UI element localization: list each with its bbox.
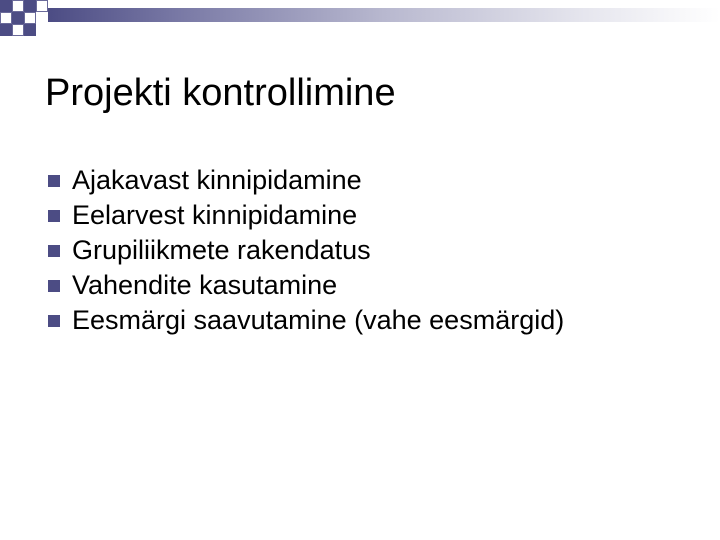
bullet-text: Grupiliikmete rakendatus xyxy=(72,235,371,265)
decor-square xyxy=(24,24,36,36)
decor-square xyxy=(0,0,12,12)
top-gradient-band xyxy=(48,8,720,22)
slide-title: Projekti kontrollimine xyxy=(45,72,396,114)
bullet-item xyxy=(48,268,564,303)
bullet-item xyxy=(48,303,564,338)
bullet-text: Ajakavast kinnipidamine xyxy=(72,165,362,195)
bullet-item xyxy=(48,233,564,268)
decor-square xyxy=(24,12,36,24)
bullet-item xyxy=(48,198,564,233)
bullet-text: Eesmärgi saavutamine (vahe eesmärgid) xyxy=(72,305,565,335)
decor-square xyxy=(0,12,12,24)
decor-square xyxy=(12,24,24,36)
bullet-item xyxy=(48,163,564,198)
bullet-text: Eelarvest kinnipidamine xyxy=(72,200,358,230)
square-bullet-icon xyxy=(48,245,60,257)
bullet-text: Vahendite kasutamine xyxy=(72,270,338,300)
decor-square xyxy=(0,24,12,36)
decor-square xyxy=(36,0,48,12)
decor-square xyxy=(12,0,24,12)
square-bullet-icon xyxy=(48,210,60,222)
decor-square xyxy=(12,12,24,24)
square-pattern-decoration xyxy=(0,0,60,50)
decor-square xyxy=(24,0,36,12)
square-bullet-icon xyxy=(48,280,60,292)
bullet-list xyxy=(48,163,564,338)
square-bullet-icon xyxy=(48,175,60,187)
square-bullet-icon xyxy=(48,315,60,327)
